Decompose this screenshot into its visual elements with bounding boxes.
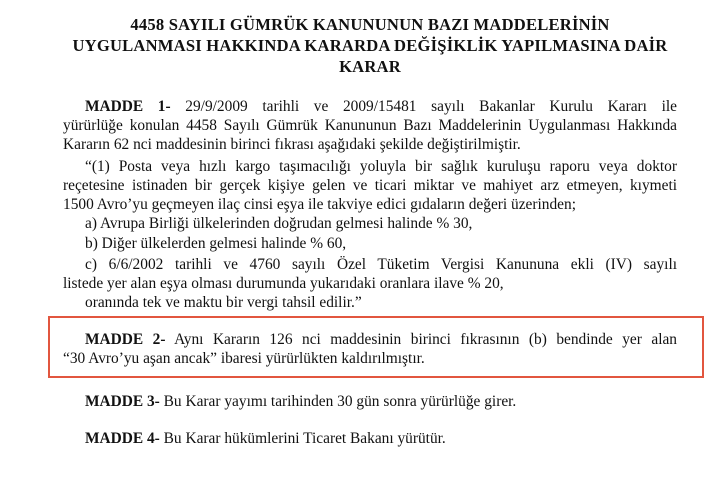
madde-3-label: MADDE 3- <box>85 393 160 410</box>
quote-line-1: “(1) Posta veya hızlı kargo taşımacılığı yoluyla bir sağlık kuruluşu raporu veya doktor <box>85 158 677 175</box>
madde-1-line-1: MADDE 1- 29/9/2009 tarihli ve 2009/15481 sayılı Bakanlar Kurulu Kararı ile <box>85 98 677 115</box>
item-c-line-1: c) 6/6/2002 tarihli ve 4760 sayılı Özel Tüketim Vergisi Kanununa ekli (IV) sayılı <box>85 256 677 273</box>
quote-line-3: 1500 Avro’yu geçmeyen ilaç cinsi eşya ile takviye edici gıdaların değeri üzerinden; <box>63 196 576 213</box>
title-line-1: 4458 SAYILI GÜMRÜK KANUNUNUN BAZI MADDELERİNİN <box>130 15 610 34</box>
quote-line-2: reçetesine istinaden bir gerçek kişiye gelen ve ticari miktar ve mahiyet arz etmeyen, kıymeti <box>63 177 677 194</box>
item-a: a) Avrupa Birliği ülkelerinden doğrudan gelmesi halinde % 30, <box>85 215 473 232</box>
madde-3-line: MADDE 3- Bu Karar yayımı tarihinden 30 gün sonra yürürlüğe girer. <box>85 393 517 410</box>
item-b: b) Diğer ülkelerden gelmesi halinde % 60, <box>85 235 347 252</box>
title-line-2: UYGULANMASI HAKKINDA KARARDA DEĞİŞİKLİK YAPILMASINA DAİR <box>72 36 668 55</box>
madde-4-line: MADDE 4- Bu Karar hükümlerini Ticaret Bakanı yürütür. <box>85 430 446 447</box>
document-title <box>60 14 680 77</box>
madde-2-line-2: “30 Avro’yu aşan ancak” ibaresi yürürlükten kaldırılmıştır. <box>63 350 425 367</box>
quote-closing-line: oranında tek ve maktu bir vergi tahsil edilir.” <box>85 294 362 311</box>
madde-2-line-1: MADDE 2- Aynı Kararın 126 nci maddesinin birinci fıkrasının (b) bendinde yer alan <box>85 331 677 348</box>
madde-1-label: MADDE 1- <box>85 98 171 115</box>
madde-1-line-2: yürürlüğe konulan 4458 Sayılı Gümrük Kanununun Bazı Maddelerinin Uygulanması Hakkında <box>63 117 677 134</box>
madde-4-label: MADDE 4- <box>85 430 160 447</box>
title-line-3: KARAR <box>339 57 401 76</box>
item-c-line-2: listede yer alan eşya olması durumunda yukarıdaki oranlara ilave % 20, <box>63 275 504 292</box>
madde-1-line-3: Kararın 62 nci maddesinin birinci fıkrası aşağıdaki şekilde değiştirilmiştir. <box>63 136 521 153</box>
madde-2-label: MADDE 2- <box>85 331 166 348</box>
